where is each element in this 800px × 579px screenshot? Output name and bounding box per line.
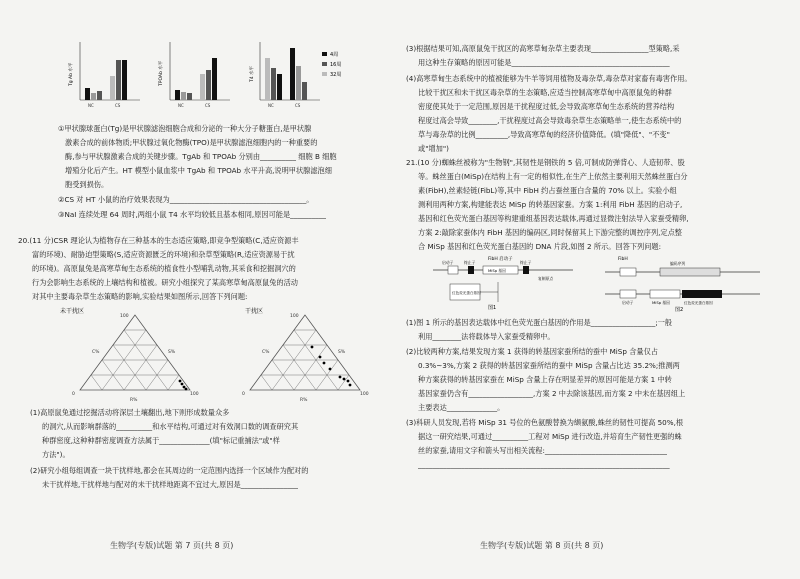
fig2-label: MiSp 基因 <box>652 300 670 305</box>
bar <box>271 68 276 100</box>
ternary-diagrams <box>40 305 370 405</box>
q21-line: 测利用两种方案,构建能表达 MiSp 的转基因家蚕。方案 1:利用 FibH 基因的启动子, <box>418 200 683 209</box>
q20-sub-line: 未干扰样地,干扰样地与配对的未干扰样地距离不宜过大,原因是________________ <box>42 480 299 489</box>
q20-sub-line: 方法")。 <box>42 450 70 459</box>
q19-line: 酶,参与甲状腺激素合成的关键步骤。TgAb 和 TPOAb 分别由__________ 细胞 B 细胞 <box>65 152 337 161</box>
q21-line: 基因和红色荧光蛋白基因等构建重组基因表达载体,再通过显微注射法导入家蚕受精卵, <box>418 214 689 223</box>
q21-line: 合 MiSp 基因和红色荧光蛋白基因的 DNA 片段,如图 2 所示。回答下列问题: <box>418 242 662 251</box>
bar <box>265 58 270 100</box>
q20-sub-line: 的洞穴,从而影响群落的__________和水平结构,可通过对有效洞口数的调查研究其 <box>42 422 299 431</box>
fig2-label: FibH <box>618 257 628 262</box>
tick-label: 0 <box>242 392 245 397</box>
q20-cont-line: (3)根据结果可知,高原鼠兔干扰区的高寒草甸杂草主要表现________________型策略,采 <box>406 44 680 53</box>
bar <box>116 60 121 100</box>
figure-2 <box>600 252 770 312</box>
bar-charts <box>60 38 360 118</box>
q21-sub-line: 主要表达______________。 <box>418 403 505 412</box>
fig1-label: 启动子 <box>442 260 454 265</box>
q20-line: 对其中主要毒杂草生态策略的影响,实验结果如图所示,回答下列问题: <box>32 292 248 301</box>
data-point <box>349 384 352 387</box>
q21-sub-line: (2)比较两种方案,结果发现方案 1 获得的转基因家蚕所结的蚕中 MiSp 含量仅占 <box>406 347 658 356</box>
legend-label: 16周 <box>330 62 342 68</box>
q21-sub-line: ______________________________________________________________________ <box>418 460 670 469</box>
q20-cont-line: 密度使其处于一定范围,原因是干扰程度过低,会导致高寒草甸生态系统的营养结构 <box>418 102 675 111</box>
right-page <box>400 0 800 579</box>
data-point <box>347 380 350 383</box>
fig2-label: 红色荧光蛋白基因 <box>684 301 713 305</box>
page-footer: 生物学(专版)试题 第 8 页(共 8 页) <box>480 541 604 550</box>
axis-label: C% <box>92 350 100 355</box>
fig1-label: MiSp 基因 <box>488 268 506 273</box>
q20-cont-line: 比较干扰区和未干扰区毒杂草的生态策略,应适当控制高寒草甸中高原鼠兔的种群 <box>418 88 672 97</box>
q21-sub-line: 丝的家蚕,请用文字和箭头写出相关流程:__________________________________ <box>418 446 668 455</box>
fig1-label: 终止子 <box>520 260 532 265</box>
q21-sub-line: 种方案获得的转基因家蚕在 MiSp 含量上存在明显差异的原因可能是方案 1 中转 <box>418 375 672 384</box>
legend-label: 4周 <box>330 52 339 58</box>
q21-sub-line: (3)科研人员发现,若将 MiSp 31 号位的色氨酸替换为缬氨酸,蛛丝的韧性可提高 50%,根 <box>406 418 684 427</box>
q21-line: 等。蛛丝蛋白(MiSp)在结构上有一定的相似性,在生产上依然主要利用天然蛛丝蛋白分 <box>418 172 688 181</box>
data-point <box>319 356 322 359</box>
fig2-label: 编码序列 <box>670 261 686 266</box>
x-group-label: NC <box>178 103 184 108</box>
data-point <box>339 376 342 379</box>
q21-sub-line: (1)图 1 所示的基因表达载体中红色荧光蛋白基因的作用是__________________;一般 <box>406 318 673 327</box>
figure-1 <box>428 252 578 312</box>
bar <box>200 74 205 100</box>
bar <box>206 70 211 100</box>
fig1-label: 终止子 <box>464 260 476 265</box>
bar <box>181 92 186 100</box>
bar <box>110 76 115 100</box>
axis-label: C% <box>262 350 270 355</box>
data-point <box>183 386 186 389</box>
data-point <box>311 346 314 349</box>
chart-legend <box>322 51 341 78</box>
axis-label: S% <box>338 350 346 355</box>
y-axis-label: TPOAb 水平 <box>159 60 164 86</box>
bar <box>302 82 307 100</box>
bar <box>296 66 301 100</box>
tick-label: 0 <box>72 392 75 397</box>
bar <box>97 91 102 100</box>
axis-label: S% <box>168 350 176 355</box>
bar-chart-t4 <box>260 42 320 100</box>
ternary-title: 干扰区 <box>245 308 264 315</box>
q20-line: 的环境)。高原鼠兔是高寒草甸生态系统的植食性小型哺乳动物,其采食和挖掘洞穴的 <box>32 264 296 273</box>
data-point <box>329 368 332 371</box>
q21-sub-line: 据这一研究结果,可通过__________工程对 MiSp 进行改造,并培育生产韧性更强的蛛 <box>418 432 682 441</box>
page-footer: 生物学(专版)试题 第 7 页(共 8 页) <box>110 541 234 550</box>
fig1-label: 红色荧光蛋白基因 <box>452 291 481 295</box>
bar <box>277 74 282 100</box>
q21-sub-line: 基因家蚕仍含有__________________,方案 2 中去除该基因,而方案 2 中未在基因组上 <box>418 389 686 398</box>
tick-label: 100 <box>290 314 299 319</box>
fig1-label: 复制原点 <box>538 276 554 281</box>
q20-cont-line: 用这种生存策略的原因可能是____________________________________________ <box>418 58 670 67</box>
ternary-title: 未干扰区 <box>60 308 85 315</box>
q21-line: 素(FibH),丝素轻链(FibL)等,其中 FibH 约占蚕丝蛋白含量的 70% 以上。实验小组 <box>418 186 677 195</box>
q21-sub-line: 0.3%~3%,方案 2 获得的转基因家蚕所结的蚕中 MiSp 含量占比达 35.2%;推测两 <box>418 361 680 370</box>
bar <box>187 93 192 100</box>
q19-line: 胞受到损伤。 <box>65 180 109 189</box>
q19-line: ③NaI 连续处理 64 周时,两组小鼠 T4 水平均较低且基本相同,原因可能是__________ <box>58 210 327 219</box>
q19-line: 激素合成的前体物质;甲状腺过氧化物酶(TPO)是甲状腺滤泡细胞内的一种重要的 <box>65 138 318 147</box>
bar <box>122 60 127 100</box>
q19-line: 增殖分化后产生。HT 模型小鼠血浆中 TgAb 和 TPOAb 水平升高,说明甲状腺滤泡细 <box>65 166 332 175</box>
q20-cont-line: 或"增加") <box>418 144 449 153</box>
data-point <box>185 388 188 391</box>
bar <box>175 90 180 100</box>
bar-chart-tgab <box>80 42 140 100</box>
q19-line: ②CS 对 HT 小鼠的治疗效果表现为______________________________________。 <box>58 195 314 204</box>
data-point <box>343 378 346 381</box>
bar <box>85 88 90 100</box>
y-axis-label: Tg Ab 水平 <box>69 62 74 86</box>
fig2-caption: 图2 <box>675 307 684 312</box>
x-group-label: NC <box>88 103 94 108</box>
legend-label: 32周 <box>330 72 342 78</box>
data-point <box>181 383 184 386</box>
axis-label: R% <box>300 398 308 403</box>
q21-line: 方案 2:敲除家蚕体内 FibH 基因的编码区,同时保留其上下游完整的调控序列,定点整 <box>418 228 682 237</box>
tick-label: 100 <box>360 392 369 397</box>
q20-sub-line: 种群密度,这种种群密度调查方法属于______________(填"标记重捕法"或"样 <box>42 436 280 445</box>
data-point <box>323 362 326 365</box>
q21-line: 21.(10 分)蜘蛛丝被称为"生物钢",其韧性是钢铁的 5 倍,可制成防弹背心、人造韧带、股 <box>406 158 685 167</box>
x-group-label: CS <box>295 103 301 108</box>
fig1-title: FibH 启动子 <box>488 257 513 262</box>
q20-sub-line: (1)高原鼠兔通过挖掘活动将深层土壤翻出,地下则形成数量众多 <box>30 408 230 417</box>
axis-label: R% <box>130 398 138 403</box>
q20-cont-line: 程度过高会导致________,干扰程度过高会导致毒杂草生态策略单一,使生态系统中的 <box>418 116 682 125</box>
data-point <box>179 380 182 383</box>
q19-line: ①甲状腺球蛋白(Tg)是甲状腺滤泡细胞合成和分泌的一种大分子糖蛋白,是甲状腺 <box>58 124 312 133</box>
fig2-label: 启动子 <box>622 300 634 305</box>
x-group-label: CS <box>115 103 121 108</box>
q20-line: 20.(11 分)CSR 理论认为植物存在三种基本的生态适应策略,即竞争型策略(C,适应资源丰 <box>18 236 299 245</box>
y-axis-label: T4 水平 <box>250 65 255 82</box>
q20-sub-line: (2)研究小组每组调查一块干扰样地,都会在其周边的一定范围内选择一个区域作为配对的 <box>30 466 309 475</box>
bar <box>212 58 217 100</box>
tick-label: 100 <box>120 314 129 319</box>
q20-line: 行为会影响生态系统的上壤结构和植被。研究小组探究了某高寒草甸高原鼠兔的活动 <box>32 278 298 287</box>
q20-cont-line: (4)高寒草甸生态系统中的植被能够为牛羊等饲用植物及毒杂草,毒杂草对家畜有毒害作用。 <box>406 74 692 83</box>
bar-chart-tpoab <box>170 42 230 100</box>
tick-label: 100 <box>190 392 199 397</box>
x-group-label: NC <box>268 103 274 108</box>
bar <box>290 48 295 100</box>
q20-cont-line: 草与毒杂草的比例_________,导致高寒草甸的经济价值降低。(填"降低"、"不变" <box>418 130 670 139</box>
q21-sub-line: 利用________法将载体导入家蚕受精卵中。 <box>418 332 555 341</box>
x-group-label: CS <box>205 103 211 108</box>
fig1-caption: 图1 <box>488 305 497 311</box>
bar <box>91 93 96 100</box>
q20-line: 富的环境)、耐胁迫型策略(S,适应资源匮乏的环境)和杂草型策略(R,适应资源易于扰 <box>32 250 295 259</box>
